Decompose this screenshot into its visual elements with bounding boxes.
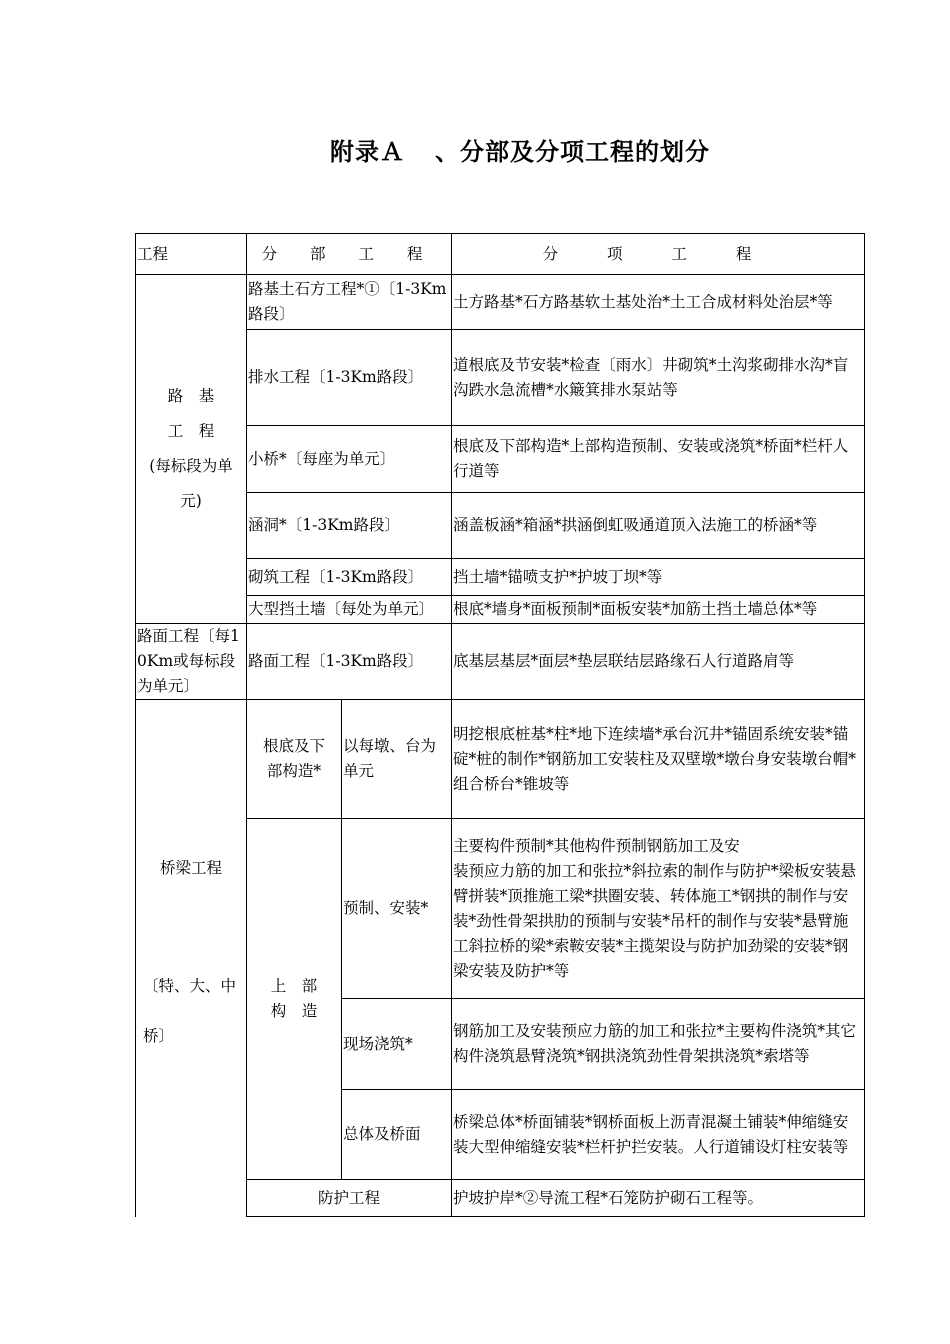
division-table — [135, 233, 865, 1217]
roadbed-items-4: 挡土墙*锚喷支护*护坡丁坝*等 — [452, 559, 865, 596]
foundation-items: 明挖根底桩基*柱*地下连续墙*承台沉井*锚固系统安装*锚碇*桩的制作*钢筋加工安装柱及双壁墩*墩台身安装墩台帽*组合桥台*锥坡等 — [452, 700, 865, 819]
page-title — [0, 132, 950, 167]
bridge-label: 桥梁工程 〔特、大、中桥〕 — [136, 700, 247, 1217]
super-items-0: 主要构件预制*其他构件预制钢筋加工及安 装预应力筋的加工和张拉*斜拉索的制作与防护*梁板安装悬臂拼装*顶推施工梁*拱圈安装、转体施工*钢拱的制作与安装*劲性骨架拱肋的预制与安装*吊杆的制作与安装*悬臂施工斜拉桥的梁*索鞍安装*主揽架设与防护加劲梁的安装*钢梁安装及防护*等 — [452, 819, 865, 999]
superstructure-label: 上 部 构 造 — [247, 819, 342, 1180]
roadbed-items-3: 涵盖板涵*箱涵*拱涵倒虹吸通道顶入法施工的桥涵*等 — [452, 493, 865, 559]
header-division: 分 部 工 程 — [247, 234, 452, 275]
roadbed-items-5: 根底*墙身*面板预制*面板安装*加筋土挡土墙总体*等 — [452, 596, 865, 624]
roadbed-sub-0: 路基土石方工程*①〔1-3Km路段〕 — [247, 275, 452, 330]
super-type-2: 总体及桥面 — [342, 1090, 452, 1180]
roadbed-items-0: 土方路基*石方路基软土基处治*土工合成材料处治层*等 — [452, 275, 865, 330]
super-type-0: 预制、安装* — [342, 819, 452, 999]
foundation-unit: 以每墩、台为单元 — [342, 700, 452, 819]
table-header-row — [136, 234, 865, 275]
roadbed-sub-2: 小桥*〔每座为单元〕 — [247, 426, 452, 493]
roadbed-sub-1: 排水工程〔1-3Km路段〕 — [247, 330, 452, 426]
super-type-1: 现场浇筑* — [342, 999, 452, 1090]
roadbed-sub-3: 涵洞*〔1-3Km路段〕 — [247, 493, 452, 559]
roadbed-sub-5: 大型挡土墙〔每处为单元〕 — [247, 596, 452, 624]
foundation-sub: 根底及下部构造* — [247, 700, 342, 819]
header-project: 工程 — [136, 234, 247, 275]
table-row — [136, 624, 865, 700]
pavement-items: 底基层基层*面层*垫层联结层路缘石人行道路肩等 — [452, 624, 865, 700]
title-appendix: 附录Ａ — [330, 137, 405, 166]
table-row — [136, 700, 865, 819]
table-row — [136, 275, 865, 330]
protection-items: 护坡护岸*②导流工程*石笼防护砌石工程等。 — [452, 1180, 865, 1217]
roadbed-sub-4: 砌筑工程〔1-3Km路段〕 — [247, 559, 452, 596]
super-items-1: 钢筋加工及安装预应力筋的加工和张拉*主要构件浇筑*其它构件浇筑悬臂浇筑*钢拱浇筑劲性骨架拱浇筑*索塔等 — [452, 999, 865, 1090]
roadbed-items-2: 根底及下部构造*上部构造预制、安装或浇筑*桥面*栏杆人行道等 — [452, 426, 865, 493]
protection-sub: 防护工程 — [247, 1180, 452, 1217]
pavement-label: 路面工程〔每10Km或每标段为单元〕 — [136, 624, 247, 700]
roadbed-items-1: 道根底及节安装*检查〔雨水〕井砌筑*土沟浆砌排水沟*盲沟跌水急流槽*水簸箕排水泵站等 — [452, 330, 865, 426]
title-text: 、分部及分项工程的划分 — [435, 137, 710, 166]
pavement-sub: 路面工程〔1-3Km路段〕 — [247, 624, 452, 700]
header-item: 分 项 工 程 — [452, 234, 865, 275]
super-items-2: 桥梁总体*桥面铺装*钢桥面板上沥青混凝土铺装*伸缩缝安装大型伸缩缝安装*栏杆护拦安装。人行道铺设灯柱安装等 — [452, 1090, 865, 1180]
roadbed-label: 路 基 工 程 (每标段为单 元) — [136, 275, 247, 624]
